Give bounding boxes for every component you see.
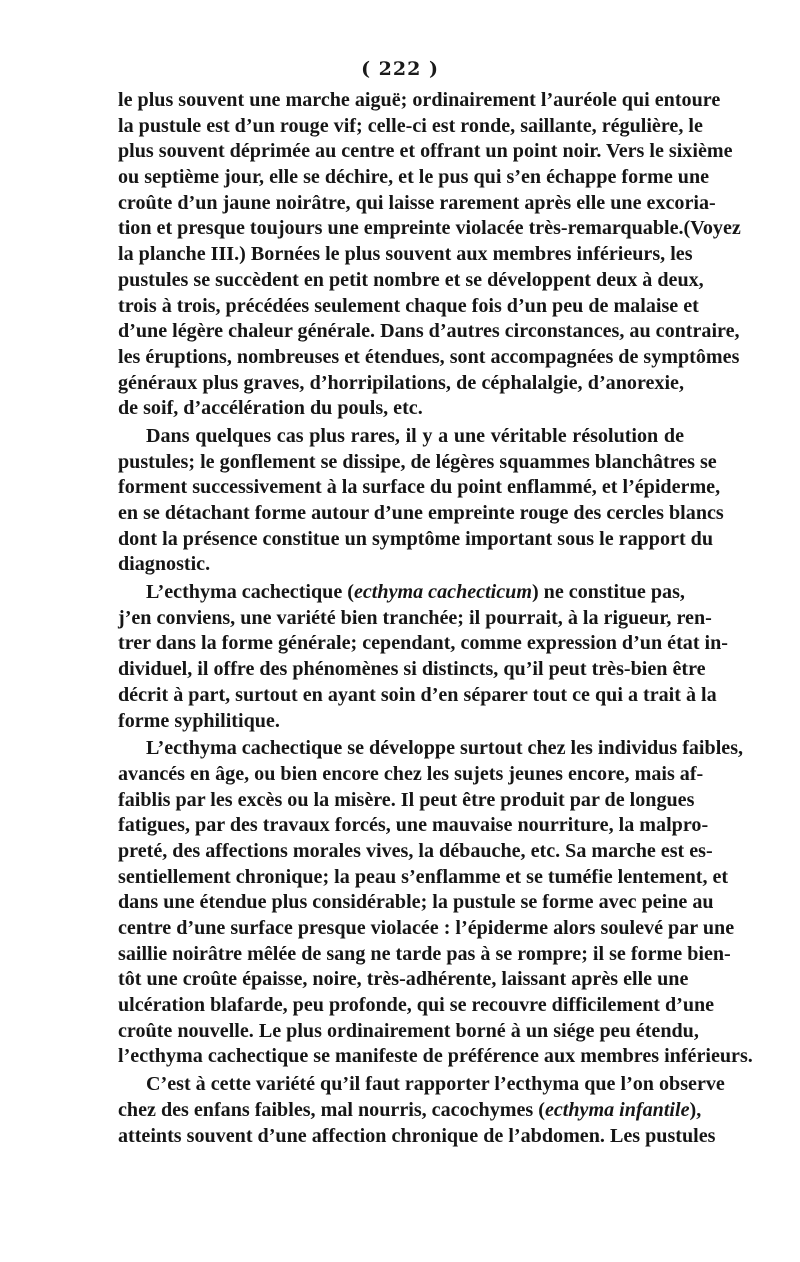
text-line: L’ecthyma cachectique se développe surtout chez les individus faibles, <box>146 737 744 760</box>
text-line: plus souvent déprimée au centre et offrant un point noir. Vers le sixième <box>118 140 733 163</box>
text-line: sentiellement chronique; la peau s’enflamme et se tuméfie lentement, et <box>118 865 729 888</box>
text-run: L’ecthyma cachectique ( <box>146 581 354 604</box>
italic-term: ecthyma infantile <box>544 1098 690 1121</box>
text-line: la pustule est d’un rouge vif; celle-ci est ronde, saillante, régulière, le <box>118 114 703 137</box>
page-number: ( 222 ) <box>361 58 439 80</box>
text-line: d’une légère chaleur générale. Dans d’autres circonstances, au contraire, <box>118 320 740 343</box>
text-line: C’est à cette variété qu’il faut rapporter l’ecthyma que l’on observe <box>146 1073 725 1096</box>
text-line: dividuel, il offre des phénomènes si distincts, qu’il peut très-bien être <box>118 658 706 681</box>
text-line: forment successivement à la surface du point enflammé, et l’épiderme, <box>118 476 721 499</box>
text-line: preté, des affections morales vives, la débauche, etc. Sa marche est es- <box>118 839 713 862</box>
text-line: la planche III.) Bornées le plus souvent aux membres inférieurs, les <box>118 243 693 266</box>
text-line: ou septième jour, elle se déchire, et le pus qui s’en échappe forme une <box>118 166 710 189</box>
text-line: ulcération blafarde, peu profonde, qui se recouvre difficilement d’une <box>118 994 715 1017</box>
text-line: de soif, d’accélération du pouls, etc. <box>118 397 423 420</box>
text-line: tôt une croûte épaisse, noire, très-adhérente, laissant après elle une <box>118 968 689 991</box>
text-line: centre d’une surface presque violacée : l’épiderme alors soulevé par une <box>118 917 735 939</box>
text-line: faiblis par les excès ou la misère. Il peut être produit par de longues <box>118 788 695 811</box>
italic-term: ecthyma cachecticum <box>353 581 532 604</box>
text-line: tion et presque toujours une empreinte violacée très-remarquable.(Voyez <box>118 217 741 240</box>
text-line: décrit à part, surtout en ayant soin d’en séparer tout ce qui a trait à la <box>118 683 717 706</box>
text-line: fatigues, par des travaux forcés, une mauvaise nourriture, la malpro- <box>118 814 709 837</box>
text-line: les éruptions, nombreuses et étendues, sont accompagnées de symptômes <box>118 345 740 368</box>
text-line: croûte nouvelle. Le plus ordinairement borné à un siége peu étendu, <box>118 1019 699 1042</box>
text-run: ) ne constitue pas, <box>531 581 685 604</box>
text-line: l’ecthyma cachectique se manifeste de préférence aux membres inférieurs. <box>118 1045 753 1068</box>
text-line: forme syphilitique. <box>118 709 280 732</box>
body-text <box>118 88 753 1149</box>
text-line: dont la présence constitue un symptôme important sous le rapport du <box>118 527 714 550</box>
text-line: généraux plus graves, d’horripilations, de céphalalgie, d’anorexie, <box>118 371 684 394</box>
text-line: pustules; le gonflement se dissipe, de légères squammes blanchâtres se <box>118 450 717 473</box>
text-line: Dans quelques cas plus rares, il y a une véritable résolution de <box>146 424 684 447</box>
text-line: diagnostic. <box>118 553 211 576</box>
text-line: avancés en âge, ou bien encore chez les sujets jeunes encore, mais af- <box>118 762 704 785</box>
text-line: pustules se succèdent en petit nombre et se développent deux à deux, <box>118 268 704 291</box>
text-line: croûte d’un jaune noirâtre, qui laisse rarement après elle une excoria- <box>118 191 716 214</box>
text-line: trer dans la forme générale; cependant, comme expression d’un état in- <box>118 632 728 655</box>
text-line: dans une étendue plus considérable; la pustule se forme avec peine au <box>118 891 714 914</box>
text-run: chez des enfans faibles, mal nourris, cacochymes ( <box>118 1098 545 1121</box>
text-line: j’en conviens, une variété bien tranchée; il pourrait, à la rigueur, ren- <box>118 606 712 629</box>
text-line: atteints souvent d’une affection chronique de l’abdomen. Les pustules <box>118 1124 716 1147</box>
text-line: en se détachant forme autour d’une empreinte rouge des cercles blancs <box>118 502 724 524</box>
text-line: saillie noirâtre mêlée de sang ne tarde pas à se rompre; il se forme bien- <box>118 942 731 965</box>
text-line <box>118 580 684 606</box>
text-line: le plus souvent une marche aiguë; ordinairement l’auréole qui entoure <box>118 89 721 111</box>
text-run: ), <box>689 1098 702 1121</box>
text-line: trois à trois, précédées seulement chaque fois d’un peu de malaise et <box>118 294 699 317</box>
text-line <box>118 1098 702 1124</box>
